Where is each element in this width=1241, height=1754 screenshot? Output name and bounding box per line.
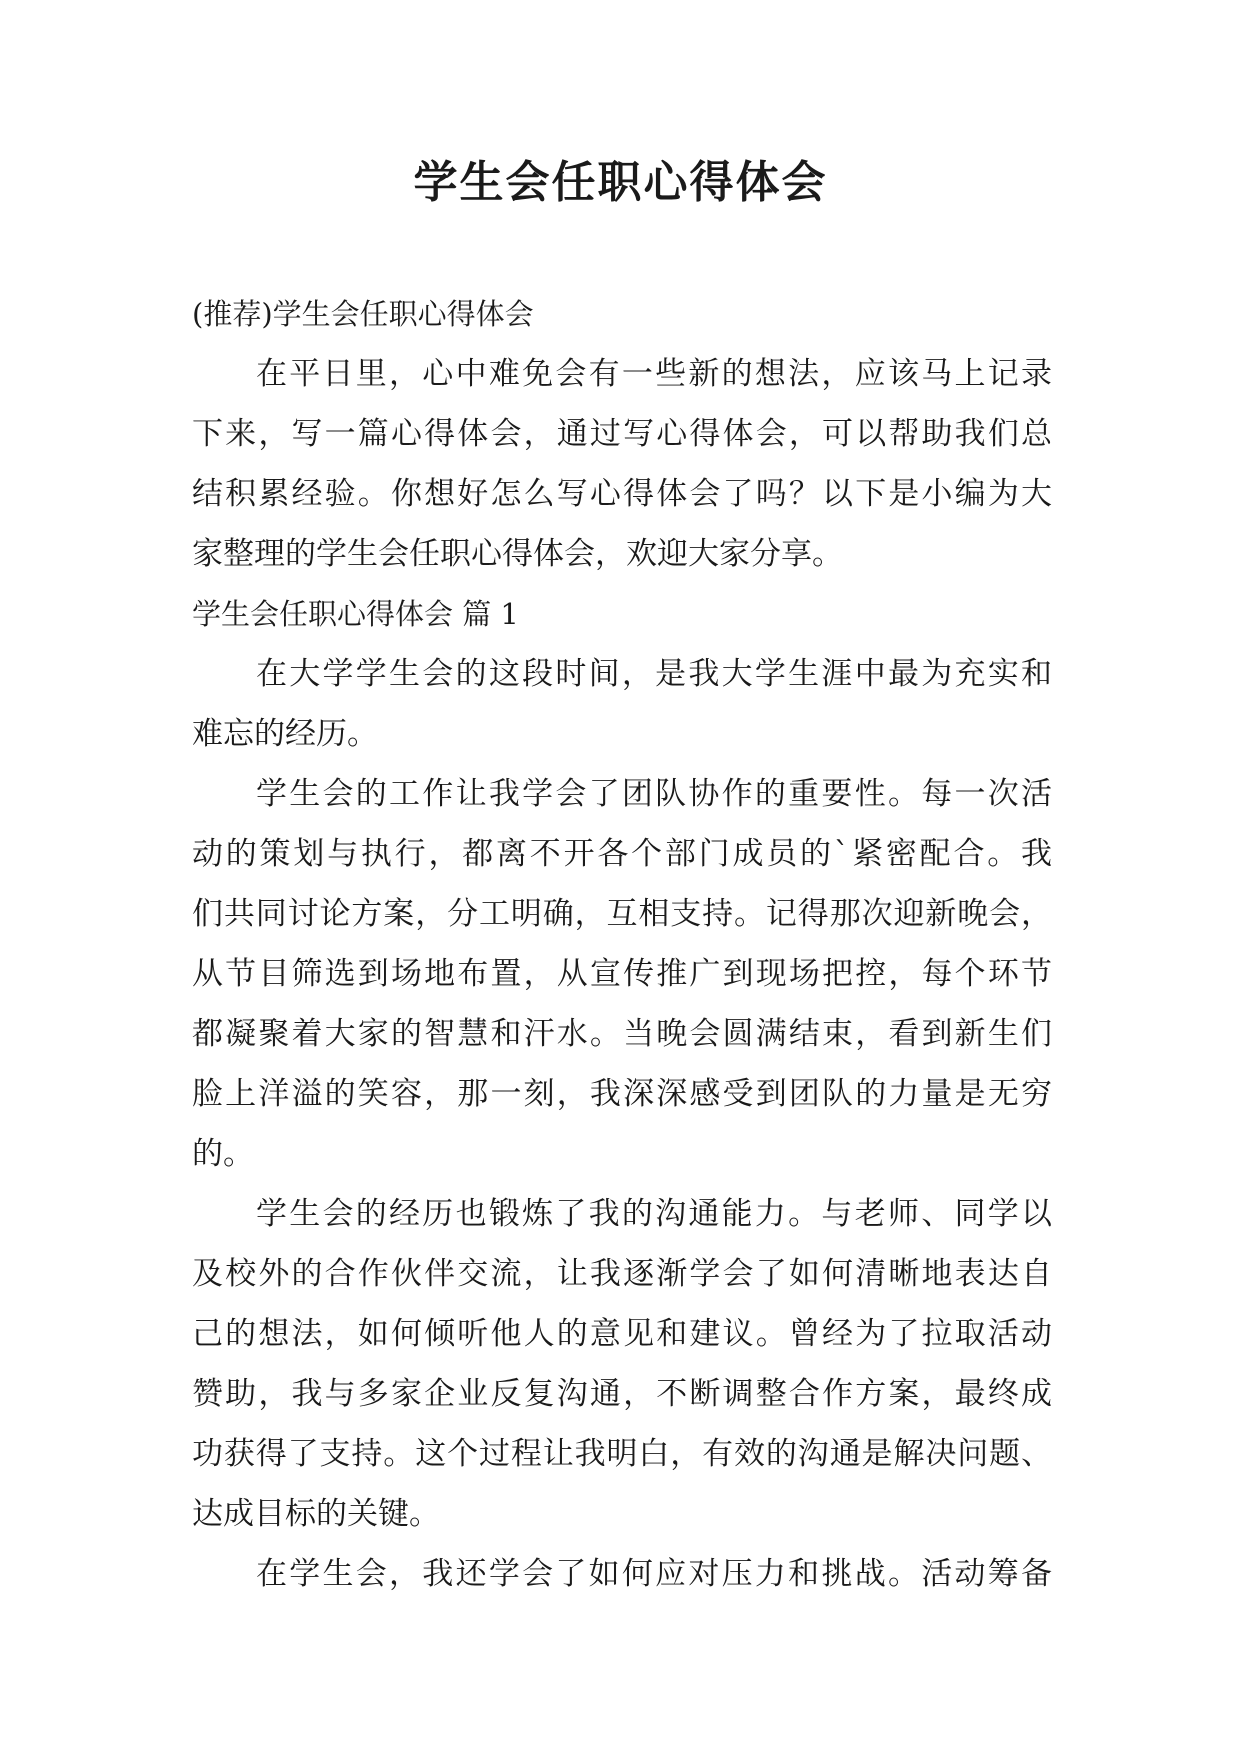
document-body [192, 284, 1052, 1604]
text-line: 在学生会，我还学会了如何应对压力和挑战。活动筹备 [256, 1556, 1052, 1592]
text-line: 学生会的工作让我学会了团队协作的重要性。每一次活 [256, 776, 1052, 812]
document-subtitle: (推荐)学生会任职心得体会 [192, 297, 534, 331]
paragraph [192, 1184, 1052, 1544]
text-line: 己的想法，如何倾听他人的意见和建议。曾经为了拉取活动 [192, 1316, 1052, 1352]
paragraph [192, 644, 1052, 764]
text-line: 家整理的学生会任职心得体会，欢迎大家分享。 [192, 536, 843, 572]
text-line: 脸上洋溢的笑容，那一刻，我深深感受到团队的力量是无穷 [192, 1076, 1052, 1112]
paragraph [192, 764, 1052, 1184]
text-line: 在大学学生会的这段时间，是我大学生涯中最为充实和 [256, 656, 1052, 692]
section-heading: 学生会任职心得体会 篇 1 [192, 597, 519, 631]
text-line: 的。 [192, 1136, 254, 1172]
text-line: 达成目标的关键。 [192, 1496, 440, 1532]
text-line: 在平日里，心中难免会有一些新的想法，应该马上记录 [256, 356, 1052, 392]
text-line: 都凝聚着大家的智慧和汗水。当晚会圆满结束，看到新生们 [192, 1016, 1052, 1052]
text-line: 从节目筛选到场地布置，从宣传推广到现场把控，每个环节 [192, 956, 1052, 992]
text-line: 学生会的经历也锻炼了我的沟通能力。与老师、同学以 [256, 1196, 1052, 1232]
text-line: 赞助，我与多家企业反复沟通，不断调整合作方案，最终成 [192, 1376, 1052, 1412]
text-line: 难忘的经历。 [192, 716, 378, 752]
document-title: 学生会任职心得体会 [413, 157, 828, 208]
text-line: 动的策划与执行，都离不开各个部门成员的`紧密配合。我 [192, 836, 1052, 872]
text-line: 结积累经验。你想好怎么写心得体会了吗？以下是小编为大 [192, 476, 1052, 512]
text-line: 功获得了支持。这个过程让我明白，有效的沟通是解决问题、 [192, 1436, 1052, 1472]
text-line: 下来，写一篇心得体会，通过写心得体会，可以帮助我们总 [192, 416, 1052, 452]
text-line: 及校外的合作伙伴交流，让我逐渐学会了如何清晰地表达自 [192, 1256, 1052, 1292]
intro-paragraph [192, 344, 1052, 584]
text-line: 们共同讨论方案，分工明确，互相支持。记得那次迎新晚会， [192, 896, 1052, 932]
paragraph [192, 1544, 1052, 1604]
